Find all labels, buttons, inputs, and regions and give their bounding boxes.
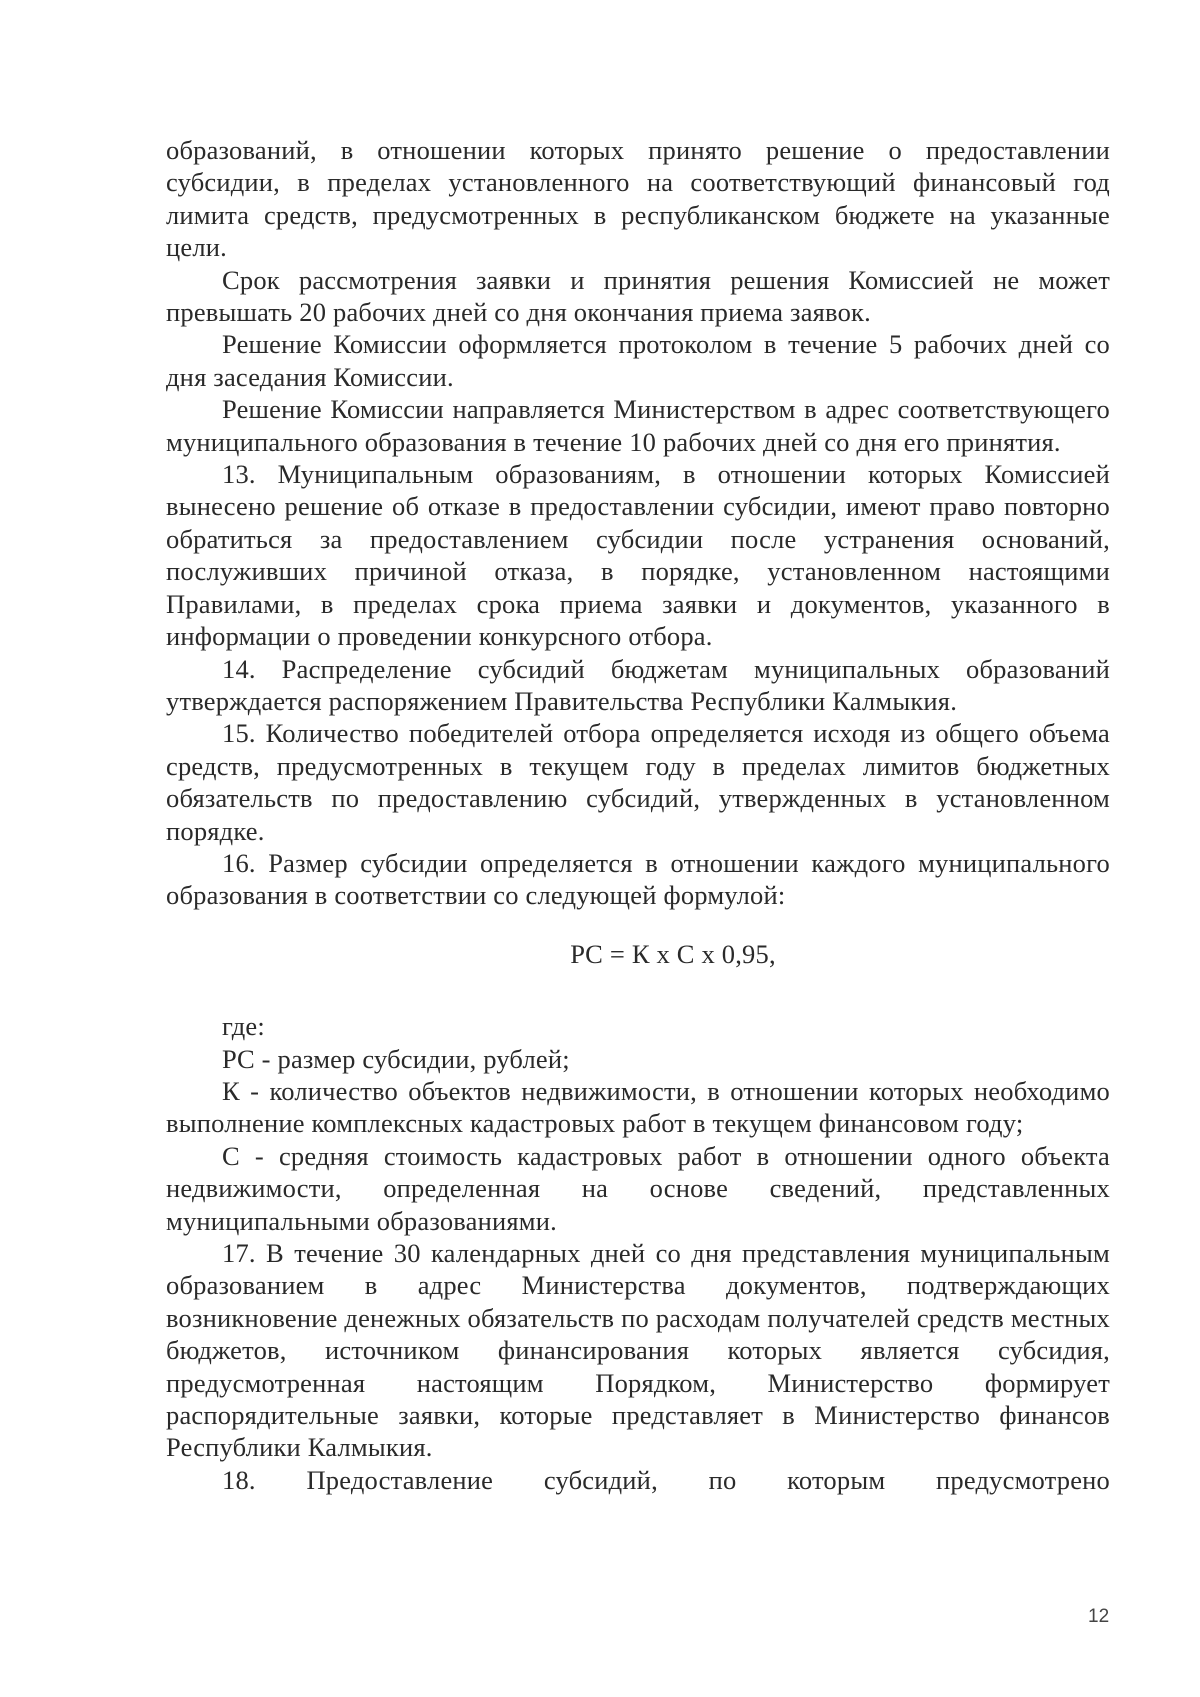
paragraph-15: 15. Количество победителей отбора определяется исходя из общего объема средств, предусмотренных в текущем году в пределах лимитов бюджетных обязательств по предоставлению субсидий, утвержденных в установленном порядке. — [166, 718, 1110, 846]
formula: PC = К x С x 0,95, — [570, 938, 776, 969]
paragraph-18: 18. Предоставление субсидий, по которым предусмотрено — [222, 1464, 1110, 1495]
definition-pc: PC - размер субсидии, рублей; — [222, 1043, 570, 1074]
paragraph-decision-sent: Решение Комиссии направляется Министерством в адрес соответствующего муниципального образования в течение 10 рабочих дней со дня его принятия. — [166, 394, 1110, 457]
paragraph-protocol: Решение Комиссии оформляется протоколом в течение 5 рабочих дней со дня заседания Комиссии. — [166, 329, 1110, 392]
document-body — [166, 134, 1110, 1496]
definition-k: К - количество объектов недвижимости, в отношении которых необходимо выполнение комплексных кадастровых работ в текущем финансовом году; — [166, 1075, 1110, 1139]
page-number: 12 — [1088, 1606, 1110, 1627]
paragraph-review-period: Срок рассмотрения заявки и принятия решения Комиссией не может превышать 20 рабочих дней со дня окончания приема заявок. — [166, 264, 1110, 328]
paragraph-13: 13. Муниципальным образованиям, в отношении которых Комиссией вынесено решение об отказе в предоставлении субсидии, имеют право повторно обратиться за предоставлением субсидии после устранения оснований, послуживших причиной отказа, в порядке, установленном настоящими Правилами, в пределах срока приема заявки и документов, указанного в информации о проведении конкурсного отбора. — [166, 459, 1110, 652]
paragraph-17: 17. В течение 30 календарных дней со дня представления муниципальным образованием в адрес Министерства документов, подтверждающих возникновение денежных обязательств по расходам получателей средств местных бюджетов, источником финансирования которых является субсидия, предусмотренная настоящим Порядком, Министерство формирует распорядительные заявки, которые представляет в Министерство финансов Республики Калмыкия. — [166, 1238, 1110, 1463]
paragraph-16: 16. Размер субсидии определяется в отношении каждого муниципального образования в соответствии со следующей формулой: — [166, 847, 1110, 911]
paragraph-14: 14. Распределение субсидий бюджетам муниципальных образований утверждается распоряжением Правительства Республики Калмыкия. — [166, 653, 1110, 716]
formula-where: где: — [222, 1011, 265, 1042]
paragraph-continuation: образований, в отношении которых принято решение о предоставлении субсидии, в пределах установленного на соответствующий финансовый год лимита средств, предусмотренных в республиканском бюджете на указанные цели. — [166, 135, 1110, 263]
definition-c: С - средняя стоимость кадастровых работ в отношении одного объекта недвижимости, определенная на основе сведений, представленных муниципальными образованиями. — [166, 1140, 1110, 1236]
